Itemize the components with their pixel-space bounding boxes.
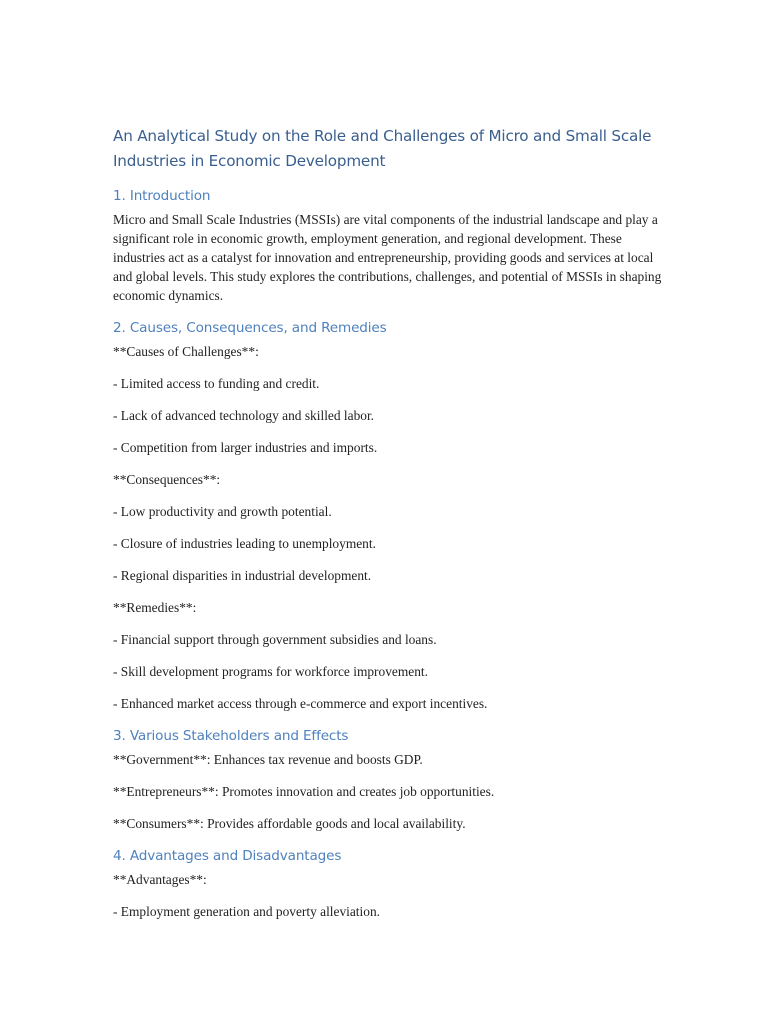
section-heading: 4. Advantages and Disadvantages xyxy=(113,848,342,864)
list-item: - Closure of industries leading to unemployment. xyxy=(113,536,376,551)
section-advantages-disadvantages xyxy=(113,846,673,921)
section-heading: 1. Introduction xyxy=(113,188,211,204)
list-item: - Enhanced market access through e-commerce and export incentives. xyxy=(113,696,488,711)
list-item: **Remedies**: xyxy=(113,600,197,615)
list-item: **Advantages**: xyxy=(113,872,207,887)
list-item: **Entrepreneurs**: Promotes innovation and creates job opportunities. xyxy=(113,784,495,799)
list-item: - Employment generation and poverty alleviation. xyxy=(113,904,380,919)
list-item: - Financial support through government subsidies and loans. xyxy=(113,632,437,647)
list-item: **Consumers**: Provides affordable goods and local availability. xyxy=(113,816,466,831)
section-heading: 2. Causes, Consequences, and Remedies xyxy=(113,320,387,336)
list-item: - Competition from larger industries and imports. xyxy=(113,440,378,455)
list-item: - Regional disparities in industrial development. xyxy=(113,568,372,583)
list-item: **Government**: Enhances tax revenue and boosts GDP. xyxy=(113,752,423,767)
list-item: **Consequences**: xyxy=(113,472,221,487)
document-title: An Analytical Study on the Role and Challenges of Micro and Small Scale Industries in Economic Development xyxy=(113,127,652,170)
document-page xyxy=(113,124,673,934)
list-item: - Skill development programs for workforce improvement. xyxy=(113,664,428,679)
section-causes-consequences-remedies xyxy=(113,318,673,713)
list-item: **Causes of Challenges**: xyxy=(113,344,259,359)
section-introduction xyxy=(113,186,673,305)
introduction-paragraph: Micro and Small Scale Industries (MSSIs) are vital components of the industrial landscape and play a significant role in economic growth, employment generation, and regional development. These industries act as a catalyst for innovation and entrepreneurship, providing goods and services at local and global levels. This study explores the contributions, challenges, and potential of MSSIs in shaping economic dynamics. xyxy=(113,212,662,303)
section-stakeholders-effects xyxy=(113,726,673,833)
list-item: - Low productivity and growth potential. xyxy=(113,504,332,519)
list-item: - Lack of advanced technology and skilled labor. xyxy=(113,408,375,423)
section-heading: 3. Various Stakeholders and Effects xyxy=(113,728,349,744)
list-item: - Limited access to funding and credit. xyxy=(113,376,320,391)
